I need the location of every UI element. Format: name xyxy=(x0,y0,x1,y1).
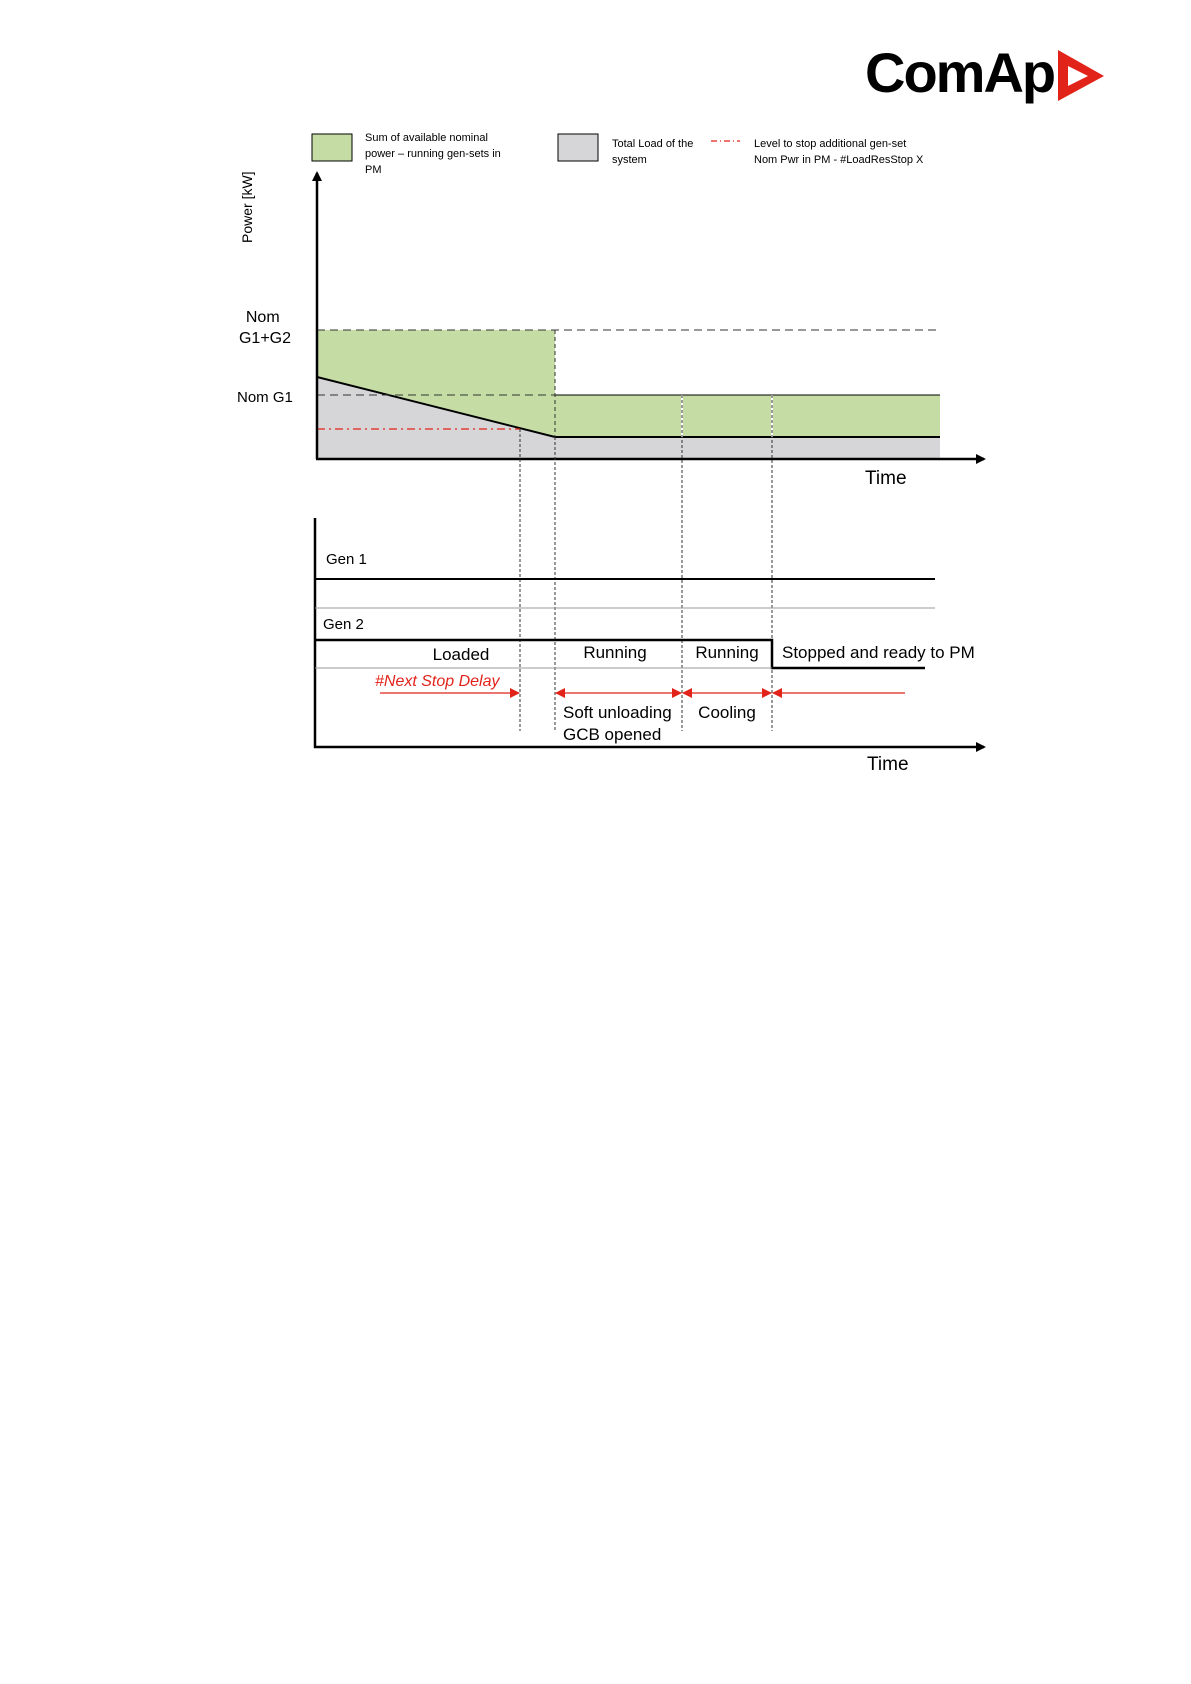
soft-unloading-label: Soft unloading GCB opened xyxy=(563,703,672,744)
state-running-1: Running xyxy=(583,643,647,662)
gen2-label: Gen 2 xyxy=(323,616,364,633)
gen1-label: Gen 1 xyxy=(326,551,367,568)
power-chart xyxy=(237,171,984,489)
level-label-nom-g1g2: Nom G1+G2 xyxy=(238,309,292,347)
state-running-2: Running xyxy=(695,643,759,662)
legend-nominal-text: Sum of available nominal power – running gen-sets in PM xyxy=(365,132,501,176)
power-x-axis-label: Time xyxy=(865,468,907,489)
legend xyxy=(312,132,924,176)
comap-arrow-icon xyxy=(1058,50,1104,101)
comap-logo xyxy=(865,41,1104,104)
legend-load-text: Total Load of the system xyxy=(612,138,694,166)
legend-load-swatch xyxy=(558,134,598,161)
level-label-nom-g1: Nom G1 xyxy=(237,389,293,406)
legend-nominal-swatch xyxy=(312,134,352,161)
cooling-label: Cooling xyxy=(698,703,756,722)
next-stop-delay-label: #Next Stop Delay xyxy=(375,673,500,690)
timeline-x-axis-label: Time xyxy=(867,754,909,775)
power-y-axis-label: Power [kW] xyxy=(239,171,255,243)
legend-stop-level-text: Level to stop additional gen-set Nom Pwr in PM - #LoadResStop X xyxy=(754,138,924,166)
state-stopped: Stopped and ready to PM xyxy=(782,643,975,662)
state-loaded: Loaded xyxy=(432,645,490,664)
timeline-chart xyxy=(314,518,984,775)
comap-logo-text: ComAp xyxy=(865,41,1055,104)
